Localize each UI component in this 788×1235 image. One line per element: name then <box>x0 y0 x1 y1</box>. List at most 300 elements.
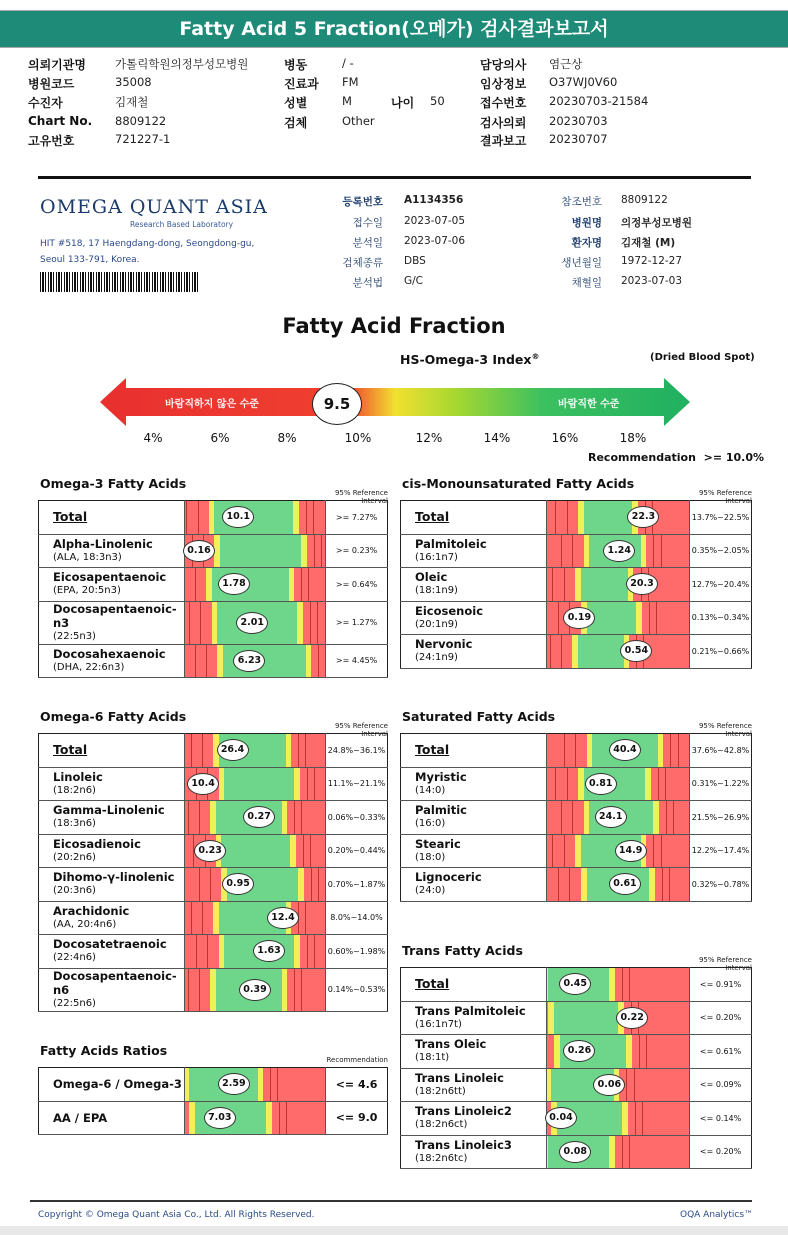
gauge-bar <box>547 568 689 601</box>
value-gauge <box>546 568 689 602</box>
acid-name <box>401 767 547 801</box>
acid-code: (16:1n7t) <box>415 1018 462 1030</box>
gauge-line <box>196 935 197 968</box>
acid-name <box>401 1102 547 1136</box>
gauge-line <box>202 734 203 767</box>
header-value: M <box>342 94 352 108</box>
acid-name-label: Gamma-Linolenic <box>53 803 165 818</box>
value-marker: 14.9 <box>615 840 647 862</box>
gauge-green-zone <box>554 1002 618 1035</box>
acid-name-label: Myristic <box>415 769 467 784</box>
info-label: 채혈일 <box>571 277 602 289</box>
gauge-line <box>301 568 302 601</box>
gauge-line <box>656 602 657 635</box>
value-marker: 0.39 <box>239 979 271 1001</box>
bottom-band <box>0 1226 788 1235</box>
gauge-line <box>305 902 306 935</box>
gauge-bar <box>185 568 325 601</box>
value-marker: 0.54 <box>620 640 652 662</box>
gauge-yellow-right <box>609 968 615 1001</box>
reference-range: >= 0.64% <box>326 568 388 602</box>
table-row <box>39 1068 388 1102</box>
acid-name-label: Eicosadienoic <box>53 836 141 851</box>
gauge-yellow-right <box>294 935 300 968</box>
value-gauge <box>184 935 325 969</box>
gauge-line <box>622 968 623 1001</box>
lab-address: HIT #518, 17 Haengdang-dong, Seongdong-gu, Seoul 133-791, Korea. <box>40 239 255 265</box>
gauge-line <box>294 969 295 1011</box>
acid-code: (16:1n7) <box>415 551 458 563</box>
reference-range: 0.06%~0.33% <box>326 801 388 835</box>
acid-name <box>39 834 185 868</box>
section-title: cis-Monounsaturated Fatty Acids <box>402 476 635 491</box>
gauge-line <box>318 645 319 678</box>
value-gauge <box>546 601 689 635</box>
reference-range: 11.1%~21.1% <box>326 767 388 801</box>
acid-name <box>401 568 547 602</box>
recommendation: Recommendation >= 10.0% <box>588 451 765 464</box>
value-gauge <box>184 868 325 902</box>
reference-range: 24.8%~36.1% <box>326 734 388 768</box>
value-marker: 0.95 <box>222 873 254 895</box>
reference-range: >= 0.23% <box>326 534 388 568</box>
value-gauge <box>184 834 325 868</box>
acid-name <box>39 801 185 835</box>
gauge-line <box>210 868 211 901</box>
header-label: 담당의사 <box>480 58 527 72</box>
acid-name <box>39 767 185 801</box>
reference-range: 13.7%~22.5% <box>690 501 752 535</box>
acid-code: (18:0) <box>415 851 446 863</box>
acid-code: (DHA, 22:6n3) <box>53 661 125 673</box>
acid-code: (18:2n6tt) <box>415 1085 466 1097</box>
gauge-line <box>665 768 666 801</box>
acid-name <box>39 968 185 1011</box>
value-gauge <box>184 534 325 568</box>
reference-range: >= 7.27% <box>326 501 388 535</box>
gauge-line <box>666 801 667 834</box>
table-row <box>39 534 388 568</box>
gauge-line <box>639 1035 640 1068</box>
gauge-line <box>199 868 200 901</box>
acid-name <box>39 1068 185 1102</box>
table-row <box>401 1102 752 1136</box>
age-label: 나이 <box>391 96 415 110</box>
acid-name <box>401 868 547 902</box>
footer-divider <box>30 1200 752 1202</box>
table-row <box>39 901 388 935</box>
acid-name-label: Total <box>415 742 450 758</box>
header-label: 수진자 <box>28 96 63 110</box>
gauge-yellow-right <box>641 535 647 568</box>
reference-range: >= 4.45% <box>326 644 388 678</box>
value-marker: 26.4 <box>217 739 249 761</box>
header-value: 20230707 <box>549 132 608 146</box>
acid-name-label: AA / EPA <box>53 1110 108 1125</box>
acid-code: (20:1n9) <box>415 618 458 630</box>
table-row <box>39 1101 388 1135</box>
acid-name-label: Linoleic <box>53 769 103 784</box>
gauge-green-zone <box>578 635 624 668</box>
acid-code: (18:2n6) <box>53 784 96 796</box>
gauge-yellow-right <box>282 969 288 1011</box>
value-gauge <box>546 635 689 669</box>
value-marker: 0.04 <box>545 1107 577 1129</box>
info-label: 분석법 <box>352 277 383 289</box>
table-row <box>401 1035 752 1069</box>
gauge-line <box>561 535 562 568</box>
info-value: A1134356 <box>404 194 464 206</box>
reference-range: 0.70%~1.87% <box>326 868 388 902</box>
header-label: 접수번호 <box>480 96 527 110</box>
gauge-yellow-right <box>297 602 303 644</box>
gauge-tick-label: 6% <box>210 431 230 445</box>
gauge-line <box>669 868 670 901</box>
gauge-line <box>199 801 200 834</box>
value-marker: 22.3 <box>627 506 659 528</box>
header-value: 20230703-21584 <box>549 94 649 108</box>
gauge-line <box>279 1102 280 1135</box>
acid-name-label: Trans Linoleic <box>415 1070 504 1085</box>
acid-name <box>39 501 185 535</box>
fatty-acid-table <box>38 1067 388 1135</box>
acid-code: (18:1n9) <box>415 585 458 597</box>
gauge-line <box>303 835 304 868</box>
reference-range: <= 0.20% <box>690 1001 752 1035</box>
gauge-bar <box>185 734 325 767</box>
acid-code: (24:1n9) <box>415 652 458 664</box>
gauge-line <box>661 835 662 868</box>
reference-interval-label: 95% Reference Interval <box>334 489 388 505</box>
info-value: 김재철 (M) <box>621 237 676 249</box>
value-gauge <box>184 1068 325 1102</box>
table-row <box>39 968 388 1011</box>
acid-name <box>401 968 547 1002</box>
value-marker: 0.45 <box>559 973 591 995</box>
gauge-line <box>202 902 203 935</box>
value-gauge <box>546 968 689 1002</box>
gauge-yellow-right <box>282 801 288 834</box>
gauge-green-zone <box>584 501 632 534</box>
acid-code: (20:3n6) <box>53 885 96 897</box>
acid-name <box>401 501 547 535</box>
gauge-line <box>555 768 556 801</box>
acid-name <box>401 734 547 768</box>
gauge-line <box>206 645 207 678</box>
value-gauge <box>184 901 325 935</box>
gauge-bar <box>547 635 689 668</box>
table-row <box>401 801 752 835</box>
gauge-line <box>311 868 312 901</box>
gauge-yellow-right <box>609 1136 615 1169</box>
value-marker: 0.16 <box>183 540 215 562</box>
gauge-green-zone <box>581 568 628 601</box>
reference-range: <= 9.0 <box>326 1101 388 1135</box>
acid-name-label: Trans Linoleic2 <box>415 1104 512 1119</box>
header-value: 김재철 <box>115 95 149 109</box>
gauge-yellow-right <box>293 501 299 534</box>
acid-name <box>39 534 185 568</box>
table-row <box>401 767 752 801</box>
gauge-tick-label: 10% <box>344 431 372 445</box>
gauge-yellow-right <box>645 768 651 801</box>
table-row <box>39 601 388 644</box>
gauge-line <box>318 868 319 901</box>
reference-range: <= 0.61% <box>690 1035 752 1069</box>
acid-name-label: Omega-6 / Omega-3 <box>53 1077 182 1092</box>
value-marker: 24.1 <box>595 806 627 828</box>
index-label: HS-Omega-3 Index® <box>400 352 540 368</box>
info-label: 참조번호 <box>561 196 602 208</box>
header-label: 고유번호 <box>28 134 75 148</box>
gauge-yellow-right <box>636 602 642 635</box>
value-marker: 7.03 <box>204 1107 236 1129</box>
gauge-yellow-right <box>290 835 296 868</box>
acid-name-label: Eicosapentaenoic <box>53 570 167 585</box>
gauge-line <box>310 835 311 868</box>
gauge-yellow-right <box>266 1102 272 1135</box>
reference-range: <= 0.14% <box>690 1102 752 1136</box>
info-label: 등록번호 <box>342 196 383 208</box>
gauge-yellow-right <box>294 768 300 801</box>
acid-name <box>401 1035 547 1069</box>
gauge-line <box>301 969 302 1011</box>
reference-range: 37.6%~42.8% <box>690 734 752 768</box>
value-marker: 2.59 <box>218 1073 250 1095</box>
reference-interval-label: 95% Reference Interval <box>698 722 752 738</box>
gauge-line <box>661 535 662 568</box>
header-label: 검체 <box>284 116 308 130</box>
gauge-line <box>658 768 659 801</box>
value-marker: 0.08 <box>559 1141 591 1163</box>
info-value: 2023-07-05 <box>404 215 466 227</box>
gauge-line <box>313 501 314 534</box>
table-row <box>401 734 752 768</box>
acid-name-label: Docosapentaenoic-n3 <box>53 601 177 630</box>
info-value: 1972-12-27 <box>621 255 683 267</box>
gauge-line <box>572 801 573 834</box>
gauge-line <box>649 602 650 635</box>
table-row <box>39 801 388 835</box>
gauge-tick-label: 18% <box>619 431 647 445</box>
reference-range: 0.35%~2.05% <box>690 534 752 568</box>
index-value-bubble: 9.5 <box>312 383 362 425</box>
report-title: Fatty Acid 5 Fraction(오메가) 검사결과보고서 <box>0 10 788 48</box>
gauge-tick-label: 8% <box>277 431 297 445</box>
gauge-line <box>314 768 315 801</box>
gauge-line <box>629 1136 630 1169</box>
value-gauge <box>546 734 689 768</box>
value-gauge <box>546 1068 689 1102</box>
info-label: 환자명 <box>571 237 602 249</box>
value-marker: 0.81 <box>585 773 617 795</box>
desirable-label: 바람직한 수준 <box>558 399 620 410</box>
value-marker: 10.4 <box>187 773 219 795</box>
acid-code: (22:4n6) <box>53 952 96 964</box>
table-row <box>401 968 752 1002</box>
gauge-line <box>653 535 654 568</box>
acid-name-label: Lignoceric <box>415 870 482 885</box>
gauge-line <box>270 1068 271 1101</box>
gauge-yellow-right <box>626 1035 632 1068</box>
reference-range: 0.31%~1.22% <box>690 767 752 801</box>
lab-logo: OMEGA QUANT ASIA <box>40 196 268 218</box>
gauge-line <box>189 602 190 644</box>
acid-name-label: Palmitoleic <box>415 536 487 551</box>
value-gauge <box>184 644 325 678</box>
gauge-line <box>188 969 189 1011</box>
gauge-line <box>188 801 189 834</box>
gauge-line <box>635 1102 636 1135</box>
section-title: Saturated Fatty Acids <box>402 709 556 724</box>
acid-code: (18:2n6ct) <box>415 1119 468 1131</box>
reference-interval-label: Recommendation <box>326 1056 388 1064</box>
value-marker: 20.3 <box>626 573 658 595</box>
value-marker: 40.4 <box>609 739 641 761</box>
table-row <box>39 767 388 801</box>
table-row <box>39 501 388 535</box>
value-gauge <box>546 1135 689 1169</box>
acid-code: (AA, 20:4n6) <box>53 918 117 930</box>
gauge-yellow-right <box>286 734 292 767</box>
acid-name <box>401 1135 547 1169</box>
acid-name <box>39 568 185 602</box>
header-label: 검사의뢰 <box>480 116 527 130</box>
header-value: Other <box>342 114 375 128</box>
acid-name-label: Trans Oleic <box>415 1037 487 1052</box>
table-row <box>39 935 388 969</box>
gauge-line <box>200 602 201 644</box>
header-label: 의뢰기관명 <box>28 58 86 72</box>
gauge-line <box>673 801 674 834</box>
acid-name-label: Stearic <box>415 836 461 851</box>
gauge-line <box>306 501 307 534</box>
value-marker: 10.1 <box>222 506 254 528</box>
acid-name <box>39 1101 185 1135</box>
gauge-line <box>314 535 315 568</box>
gauge-line <box>314 935 315 968</box>
table-row <box>401 834 752 868</box>
gauge-yellow-right <box>301 535 307 568</box>
header-value: 721227-1 <box>115 132 171 146</box>
value-marker: 0.19 <box>563 607 595 629</box>
value-marker: 1.63 <box>253 940 285 962</box>
acid-name-label: Oleic <box>415 570 448 585</box>
header-value: 35008 <box>115 75 152 89</box>
gauge-tick-label: 12% <box>415 431 443 445</box>
gauge-line <box>552 835 553 868</box>
gauge-line <box>567 768 568 801</box>
gauge-line <box>191 734 192 767</box>
value-marker: 0.23 <box>194 840 226 862</box>
barcode <box>40 272 200 292</box>
acid-name-label: Trans Palmitoleic <box>415 1003 526 1018</box>
gauge-line <box>564 734 565 767</box>
undesirable-label: 바람직하지 않은 수준 <box>165 399 259 410</box>
section-title: Trans Fatty Acids <box>402 943 523 958</box>
reference-range: 21.5%~26.9% <box>690 801 752 835</box>
table-row <box>401 635 752 669</box>
acid-name-label: Total <box>53 742 88 758</box>
gauge-yellow-right <box>649 868 655 901</box>
acid-name <box>39 601 185 644</box>
info-label: 생년월일 <box>561 257 602 269</box>
value-marker: 0.06 <box>593 1074 625 1096</box>
gauge-line <box>301 801 302 834</box>
header-label: 임상정보 <box>480 77 527 91</box>
acid-code: (16:0) <box>415 818 446 830</box>
header-value: O37WJ0V60 <box>549 75 618 89</box>
gauge-line <box>555 501 556 534</box>
gauge-yellow-right <box>298 868 304 901</box>
lab-tagline: Research Based Laboratory <box>130 220 234 229</box>
gauge-yellow-right <box>258 1068 264 1101</box>
reference-interval-label: 95% Reference Interval <box>334 722 388 738</box>
header-value: FM <box>342 75 359 89</box>
reference-interval-label: 95% Reference Interval <box>698 489 752 505</box>
value-gauge <box>184 767 325 801</box>
gauge-line <box>298 734 299 767</box>
gauge-line <box>569 868 570 901</box>
reference-interval-label: 95% Reference Interval <box>698 956 752 972</box>
reference-range: 8.0%~14.0% <box>326 901 388 935</box>
gauge-line <box>558 868 559 901</box>
gauge-line <box>199 969 200 1011</box>
gauge-line <box>195 568 196 601</box>
info-label: 검체종류 <box>342 257 383 269</box>
acid-code: (14:0) <box>415 784 446 796</box>
gauge-line <box>678 734 679 767</box>
table-row <box>401 568 752 602</box>
acid-name <box>39 901 185 935</box>
gauge-yellow-right <box>622 1102 628 1135</box>
acid-name-label: Docosapentaenoic-n6 <box>53 968 177 997</box>
gauge-line <box>634 1069 635 1102</box>
gauge-line <box>207 935 208 968</box>
acid-name <box>401 601 547 635</box>
fatty-acid-table <box>400 967 752 1169</box>
value-gauge <box>184 501 325 535</box>
header-value: 염근상 <box>549 57 583 71</box>
gauge-line <box>564 835 565 868</box>
header-value: 8809122 <box>115 114 167 128</box>
value-gauge <box>546 801 689 835</box>
fatty-acid-table <box>400 500 752 669</box>
value-marker: 0.22 <box>616 1007 648 1029</box>
gauge-line <box>286 1102 287 1135</box>
value-gauge <box>546 1035 689 1069</box>
table-row <box>39 868 388 902</box>
reference-range: >= 1.27% <box>326 601 388 644</box>
acid-code: (18:2n6tc) <box>415 1152 468 1164</box>
acid-name-label: Total <box>53 509 88 525</box>
gauge-line <box>310 602 311 644</box>
gauge-tick-label: 16% <box>551 431 579 445</box>
info-value: G/C <box>404 275 424 287</box>
acid-code: (22:5n3) <box>53 630 96 642</box>
gauge-bar <box>185 902 325 935</box>
gauge-line <box>642 1102 643 1135</box>
gauge-yellow-right <box>658 734 664 767</box>
acid-code: (ALA, 18:3n3) <box>53 551 122 563</box>
gauge-tick-label: 14% <box>483 431 511 445</box>
copyright: Copyright © Omega Quant Asia Co., Ltd. All Rights Reserved. <box>38 1210 315 1220</box>
acid-name <box>401 1068 547 1102</box>
acid-name-label: Docosatetraenoic <box>53 937 167 952</box>
gauge-green-zone <box>221 835 290 868</box>
acid-name-label: Arachidonic <box>53 903 130 918</box>
fatty-acid-table <box>38 500 388 678</box>
